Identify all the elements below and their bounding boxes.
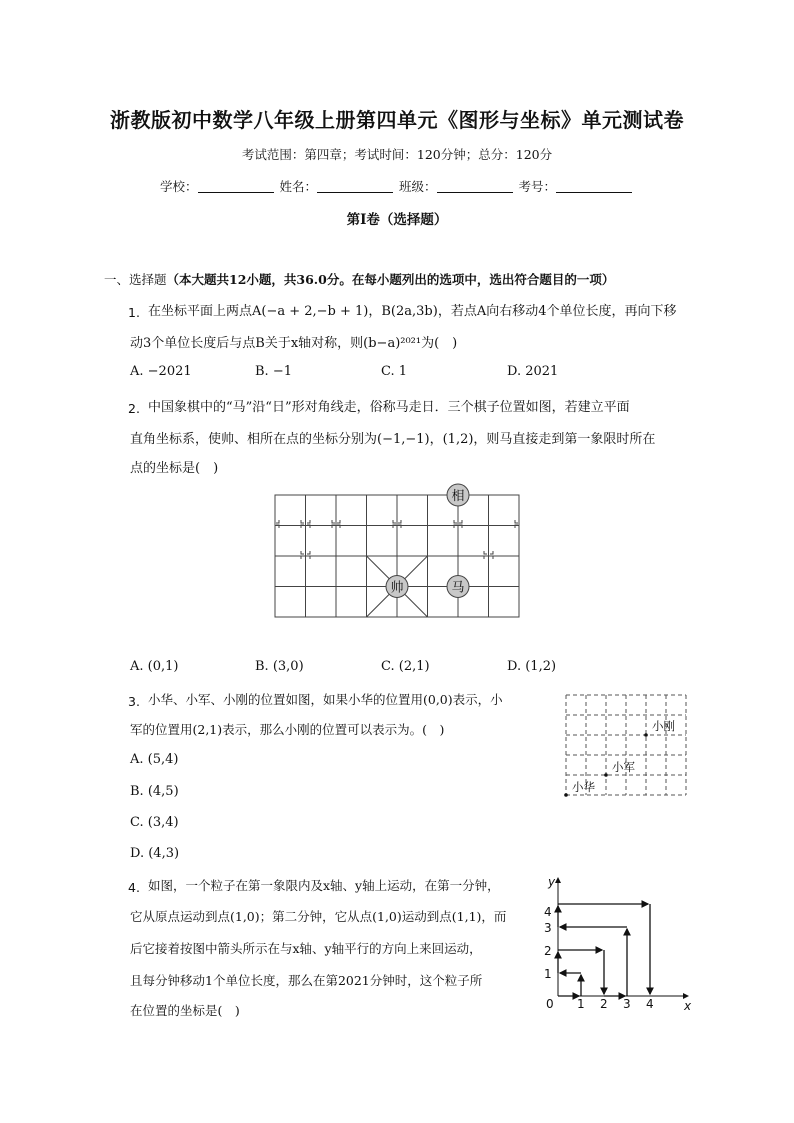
xiaojun-point: [604, 773, 608, 777]
q3-line2: 军的位置用(2,1)表示，那么小刚的位置可以表示为。( ): [130, 722, 445, 737]
exam-title: 浙教版初中数学八年级上册第四单元《图形与坐标》单元测试卷: [110, 108, 684, 132]
position-grid-figure: [562, 692, 690, 802]
y-axis-label: y: [548, 875, 556, 889]
q4-line3: 后它接着按图中箭头所示在与x轴、y轴平行的方向上来回运动，: [130, 941, 482, 956]
y-tick-1: 1: [544, 967, 552, 981]
section-desc: （本大题共12小题，共36.0分。在每小题列出的选项中，选出符合题目的一项）: [166, 272, 615, 287]
q3-option-a[interactable]: A. (5,4): [130, 752, 179, 767]
q1-line1: 在坐标平面上两点A(−a + 2,−b + 1)，B(2a,3b)，若点A向右移动4个单位长度，再向下移: [148, 304, 677, 319]
chess-piece-ma: [447, 576, 469, 598]
q1-option-a[interactable]: A. −2021: [130, 364, 192, 379]
q2-line2: 直角坐标系，使帅、相所在点的坐标分别为(−1,−1)，(1,2)，则马直接走到第一象限时所在: [130, 432, 656, 447]
exam-no-label: 考号：: [518, 179, 556, 194]
svg-text:马: 马: [451, 580, 465, 596]
exam-subtitle: 考试范围：第四章；考试时间：120分钟；总分：120分: [241, 147, 553, 162]
y-tick-3: 3: [544, 921, 552, 935]
q3-option-c[interactable]: C. (3,4): [130, 815, 179, 830]
q4-number: 4.: [128, 880, 140, 895]
school-label: 学校：: [159, 179, 198, 194]
chess-piece-shuai: [386, 576, 408, 598]
xiaojun-label: 小军: [612, 760, 635, 774]
xiaohua-label: 小华: [572, 780, 595, 794]
chess-piece-xiang: [447, 484, 469, 506]
y-tick-2: 2: [544, 944, 552, 958]
q4-line1: 如图，一个粒子在第一象限内及x轴、y轴上运动，在第一分钟，: [148, 878, 500, 893]
class-blank[interactable]: [437, 180, 513, 193]
x-tick-3: 3: [623, 997, 631, 1011]
q2-line3: 点的坐标是( ): [130, 461, 219, 476]
xiaogang-point: [644, 733, 648, 737]
xiaogang-label: 小刚: [652, 719, 675, 733]
q1-option-d[interactable]: D. 2021: [507, 364, 559, 379]
x-axis-label: x: [684, 999, 692, 1013]
exam-no-blank[interactable]: [556, 180, 632, 193]
q3-option-d[interactable]: D. (4,3): [130, 846, 180, 861]
q3-line1: 小华、小军、小刚的位置如图，如果小华的位置用(0,0)表示，小: [148, 692, 503, 707]
q2-option-b[interactable]: B. (3,0): [255, 659, 304, 674]
school-blank[interactable]: [198, 180, 274, 193]
q2-option-c[interactable]: C. (2,1): [381, 659, 430, 674]
q3-option-b[interactable]: B. (4,5): [130, 784, 179, 799]
q1-number: 1.: [128, 305, 140, 320]
q2-line1: 中国象棋中的“马”沿“日”形对角线走，俗称马走日．三个棋子位置如图，若建立平面: [148, 400, 630, 415]
name-blank[interactable]: [317, 180, 393, 193]
q2-number: 2.: [128, 401, 140, 416]
q1-option-b[interactable]: B. −1: [255, 364, 292, 379]
y-tick-4: 4: [544, 905, 552, 919]
section-prefix: 一、选择题: [104, 272, 167, 287]
x-tick-2: 2: [600, 997, 608, 1011]
svg-text:帅: 帅: [390, 580, 404, 596]
origin-label: 0: [546, 997, 554, 1011]
particle-motion-figure: [540, 870, 696, 1018]
q1-line2: 动3个单位长度后与点B关于x轴对称，则(b−a)²⁰²¹为( ): [130, 336, 458, 351]
q1-option-c[interactable]: C. 1: [381, 364, 408, 379]
q4-line4: 且每分钟移动1个单位长度，那么在第2021分钟时，这个粒子所: [130, 973, 483, 988]
volume-heading: 第I卷（选择题）: [346, 212, 448, 228]
xiaohua-point: [564, 793, 568, 797]
chess-board-figure: [270, 480, 525, 625]
svg-text:相: 相: [451, 489, 465, 504]
q2-option-d[interactable]: D. (1,2): [507, 659, 557, 674]
student-info-row: [0, 177, 794, 195]
class-label: 班级：: [398, 179, 437, 194]
q3-number: 3.: [128, 694, 140, 709]
particle-path: [558, 904, 650, 996]
q4-line5: 在位置的坐标是( ): [130, 1003, 240, 1018]
q2-option-a[interactable]: A. (0,1): [130, 659, 179, 674]
section-heading: [104, 270, 614, 288]
q4-line2: 它从原点运动到点(1,0)；第二分钟，它从点(1,0)运动到点(1,1)，而: [130, 909, 507, 924]
x-tick-4: 4: [646, 997, 654, 1011]
name-label: 姓名：: [279, 179, 317, 194]
x-tick-1: 1: [577, 997, 585, 1011]
